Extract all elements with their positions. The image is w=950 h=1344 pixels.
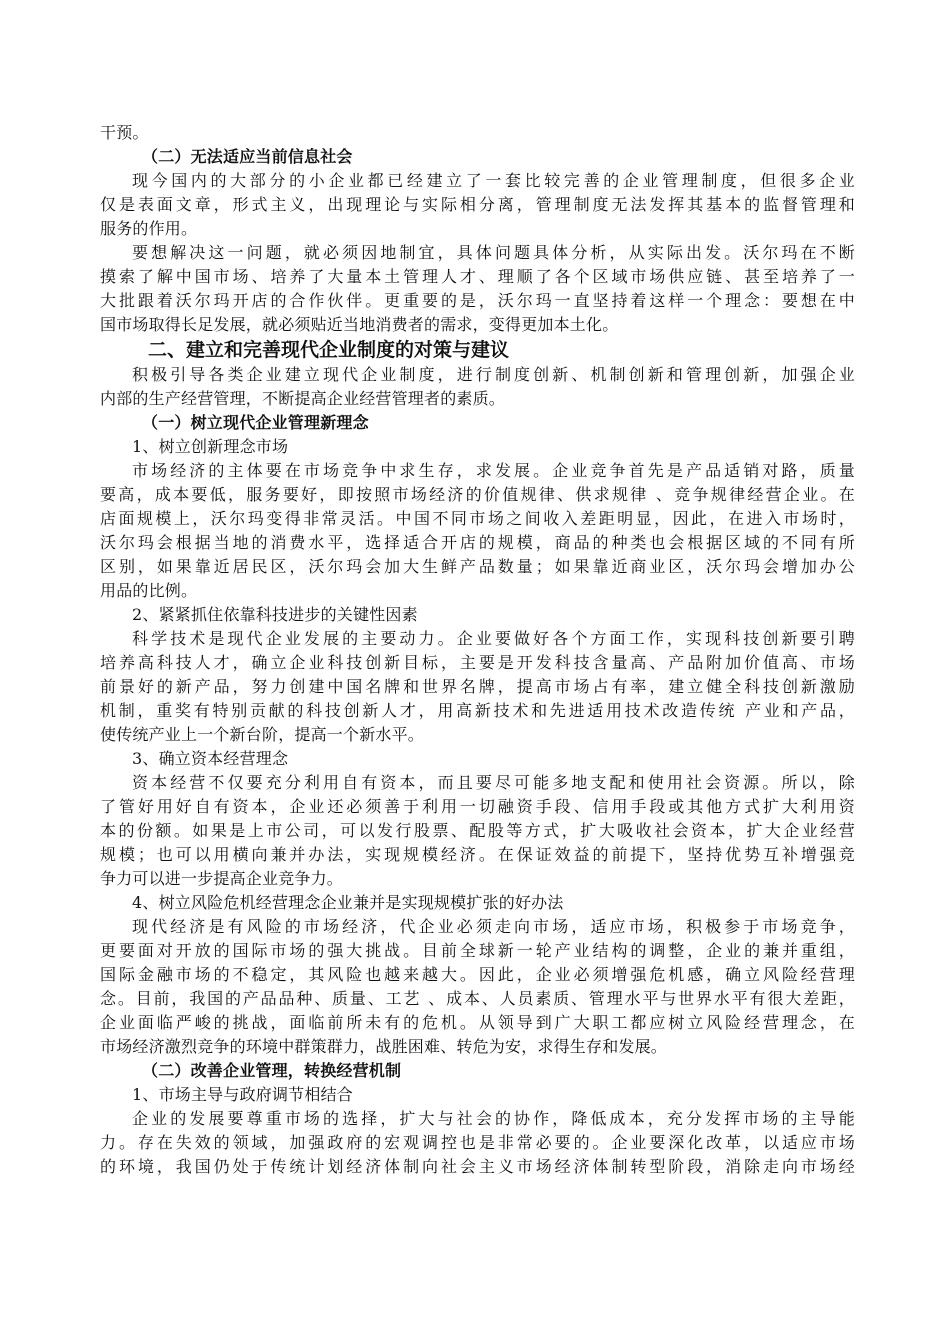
text-line: 4、树立风险危机经营理念企业兼并是实现规模扩张的好办法 [132, 893, 564, 912]
text-line: 要想解决这一问题，就必须因地制宜，具体问题具体分析，从实际出发。沃尔玛在不断 [132, 243, 855, 262]
text-line: 更要面对开放的国际市场的强大挑战。目前全球新一轮产业结构的调整，企业的兼并重组， [100, 941, 855, 960]
text-line: 市场经济激烈竞争的环境中群策群力，战胜困难、转危为安，求得生存和发展。 [100, 1037, 668, 1056]
text-line: 市场经济的主体要在市场竞争中求生存，求发展。企业竞争首先是产品适销对路，质量 [132, 461, 855, 480]
text-line: 大批跟着沃尔玛开店的合作伙伴。更重要的是，沃尔玛一直坚持着这样一个理念：要想在中 [100, 291, 855, 310]
text-line: 的环境，我国仍处于传统计划经济体制向社会主义市场经济体制转型阶段，消除走向市场经 [100, 1157, 855, 1176]
subsection-heading: （二）改善企业管理，转换经营机制 [142, 1061, 402, 1080]
text-line: 2、紧紧抓住依靠科技进步的关键性因素 [132, 605, 418, 624]
text-line: 仅是表面文章，形式主义，出现理论与实际相分离，管理制度无法发挥其基本的监督管理和 [100, 195, 855, 214]
text-line: 用品的比例。 [100, 581, 198, 600]
text-line: 服务的作用。 [100, 219, 198, 238]
text-line: 培养高科技人才，确立企业科技创新目标，主要是开发科技含量高、产品附加价值高、市场 [100, 653, 855, 672]
text-line: 3、确立资本经营理念 [132, 749, 289, 768]
text-line: 区别，如果靠近居民区，沃尔玛会加大生鲜产品数量；如果靠近商业区，沃尔玛会增加办公 [100, 557, 855, 576]
text-line: 沃尔玛会根据当地的消费水平，选择适合开店的规模，商品的种类也会根据区域的不同有所 [100, 533, 855, 552]
text-line: 店面规模上，沃尔玛变得非常灵活。中国不同市场之间收入差距明显，因此，在进入市场时， [100, 509, 855, 528]
document-page [100, 121, 855, 1179]
text-line: 力。存在失效的领域，加强政府的宏观调控也是非常必要的。企业要深化改革，以适应市场 [100, 1133, 855, 1152]
text-line: 前景好的新产品，努力创建中国名牌和世界名牌，提高市场占有率，建立健全科技创新激励 [100, 677, 855, 696]
text-line: 规模；也可以用横向兼并办法，实现规模经济。在保证效益的前提下，坚持优势互补增强竞 [100, 845, 855, 864]
subsection-heading: （二）无法适应当前信息社会 [142, 147, 353, 166]
section-heading: 二、建立和完善现代企业制度的对策与建议 [148, 339, 510, 361]
text-line: 企业面临严峻的挑战，面临前所未有的危机。从领导到广大职工都应树立风险经营理念，在 [100, 1013, 855, 1032]
text-line: 要高，成本要低，服务要好，即按照市场经济的价值规律、供求规律 、竞争规律经营企业。在 [100, 485, 855, 504]
text-line: 机制，重奖有特别贡献的科技创新人才，用高新技术和先进适用技术改造传统 产业和产品， [100, 701, 855, 720]
text-line: 科学技术是现代企业发展的主要动力。企业要做好各个方面工作，实现科技创新要引聘 [132, 629, 855, 648]
text-line: 资本经营不仅要充分利用自有资本，而且要尽可能多地支配和使用社会资源。所以，除 [132, 773, 855, 792]
text-line: 现今国内的大部分的小企业都已经建立了一套比较完善的企业管理制度，但很多企业 [132, 171, 855, 190]
text-line: 了管好用好自有资本，企业还必须善于利用一切融资手段、信用手段或其他方式扩大利用资 [100, 797, 855, 816]
text-line: 1、市场主导与政府调节相结合 [132, 1085, 353, 1104]
text-line: 国市场取得长足发展，就必须贴近当地消费者的需求，变得更加本土化。 [100, 315, 619, 334]
text-line: 念。目前，我国的产品品种、质量、工艺 、成本、人员素质、管理水平与世界水平有很大差距， [100, 989, 855, 1008]
text-line: 干预。 [100, 123, 149, 142]
text-line: 摸索了解中国市场、培养了大量本土管理人才、理顺了各个区域市场供应链、甚至培养了一 [100, 267, 855, 286]
text-line: 现代经济是有风险的市场经济，代企业必须走向市场，适应市场，积极参于市场竞争， [132, 917, 855, 936]
text-line: 积极引导各类企业建立现代企业制度，进行制度创新、机制创新和管理创新，加强企业 [132, 365, 855, 384]
text-line: 1、树立创新理念市场 [132, 437, 289, 456]
text-line: 企业的发展要尊重市场的选择，扩大与社会的协作，降低成本，充分发挥市场的主导能 [132, 1109, 855, 1128]
text-line: 内部的生产经营管理，不断提高企业经营管理者的素质。 [100, 389, 506, 408]
text-line: 争力可以进一步提高企业竞争力。 [100, 869, 344, 888]
subsection-heading: （一）树立现代企业管理新理念 [142, 413, 369, 432]
text-line: 本的份额。如果是上市公司，可以发行股票、配股等方式，扩大吸收社会资本，扩大企业经营 [100, 821, 855, 840]
text-line: 使传统产业上一个新台阶，提高一个新水平。 [100, 725, 425, 744]
text-line: 国际金融市场的不稳定，其风险也越来越大。因此，企业必须增强危机感，确立风险经营理 [100, 965, 855, 984]
